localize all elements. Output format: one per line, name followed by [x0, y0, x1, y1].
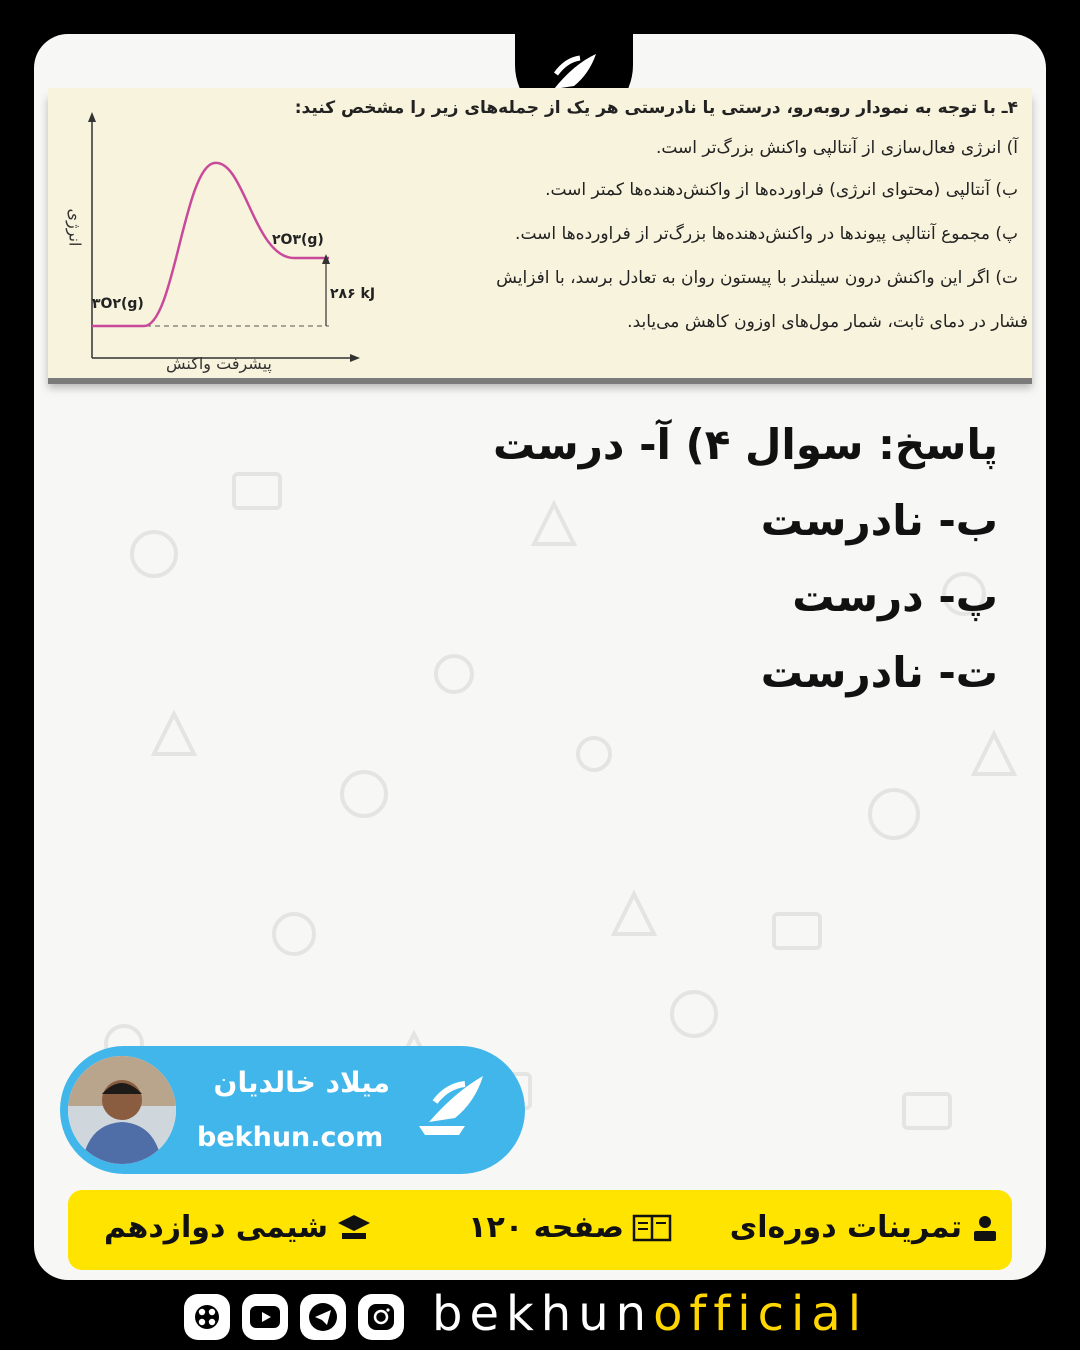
question-box — [48, 88, 1032, 378]
author-photo-icon — [68, 1056, 176, 1164]
answer-line-3: پ- درست — [792, 572, 998, 621]
book-icon — [632, 1212, 672, 1244]
telegram-icon[interactable] — [300, 1294, 346, 1340]
instagram-icon[interactable] — [358, 1294, 404, 1340]
bekhun-small-logo-icon — [405, 1066, 501, 1156]
teacher-icon — [970, 1213, 1000, 1243]
subject-label — [104, 1210, 372, 1245]
subject-text: شیمی دوازدهم — [104, 1210, 328, 1245]
info-bar — [68, 1190, 1012, 1270]
handle-part-2: official — [653, 1286, 869, 1342]
energy-diagram — [64, 108, 404, 378]
reactant-label: ۳O۲(g) — [92, 296, 144, 312]
page-label — [468, 1210, 672, 1245]
author-site: bekhun.com — [197, 1122, 384, 1153]
social-handle — [432, 1286, 868, 1342]
youtube-icon[interactable] — [242, 1294, 288, 1340]
question-item-p: پ) مجموع آنتالپی پیوندها در واکنش‌دهنده‌ها بزرگ‌تر از فراورده‌ها است. — [515, 224, 1018, 244]
answer-line-4: ت- نادرست — [760, 648, 998, 697]
product-label: ۲O۳(g) — [272, 232, 324, 248]
aparat-icon[interactable] — [184, 1294, 230, 1340]
page-text: صفحه ۱۲۰ — [468, 1210, 624, 1245]
avatar — [68, 1056, 176, 1164]
question-item-b: ب) آنتالپی (محتوای انرژی) فراورده‌ها از واکنش‌دهنده‌ها کمتر است. — [545, 180, 1018, 200]
author-card — [60, 1046, 525, 1174]
question-item-t: ت) اگر این واکنش درون سیلندر با پیستون روان به تعادل برسد، با افزایش — [496, 268, 1018, 288]
section-label — [730, 1210, 1000, 1245]
y-axis-label: انرژی — [65, 208, 85, 247]
author-name: میلاد خالدیان — [213, 1066, 390, 1099]
footer — [0, 1282, 1080, 1350]
question-title: ۴ـ با توجه به نمودار روبه‌رو، درستی یا نادرستی هر یک از جمله‌های زیر را مشخص کنید: — [294, 98, 1018, 118]
question-item-a: آ) انرژی فعال‌سازی از آنتالپی واکنش بزرگ‌تر است. — [655, 138, 1018, 158]
x-axis-label: پیشرفت واکنش — [166, 354, 272, 373]
delta-h-label: ۲۸۶ kJ — [330, 286, 376, 302]
answer-line-1: پاسخ: سوال ۴) آ- درست — [492, 420, 998, 469]
content-card — [34, 34, 1046, 1280]
answer-line-2: ب- نادرست — [760, 496, 998, 545]
graduation-cap-icon — [336, 1213, 372, 1243]
question-item-t-cont: فشار در دمای ثابت، شمار مول‌های اوزون کاهش می‌یابد. — [627, 312, 1028, 332]
section-text: تمرینات دوره‌ای — [729, 1210, 962, 1245]
handle-part-1: bekhun — [432, 1286, 654, 1342]
